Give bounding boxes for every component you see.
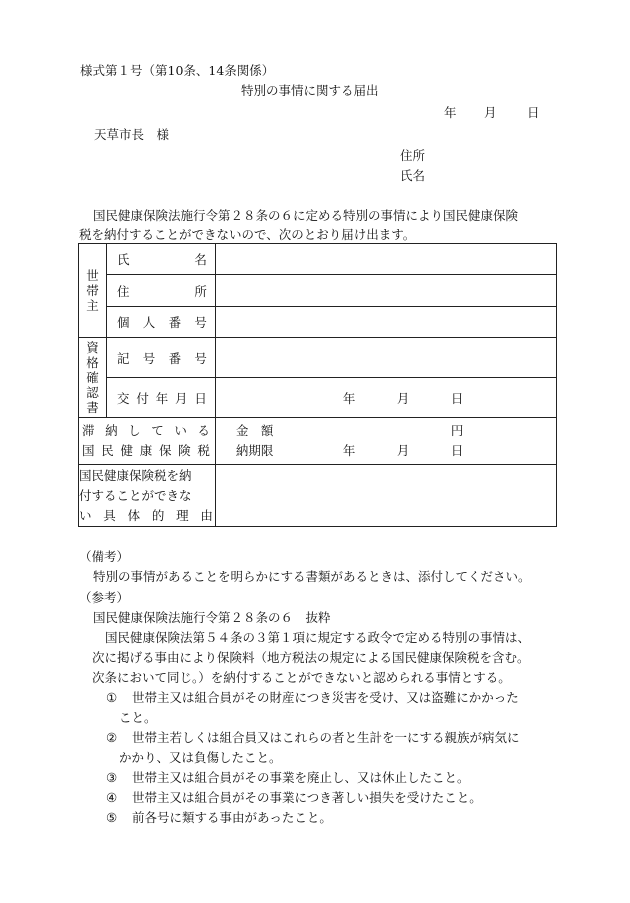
date-day-label: 日 [527, 105, 540, 120]
reference-heading: （参考） [79, 590, 130, 605]
form-title: 特別の事情に関する届出 [241, 83, 379, 98]
item-1-line-1: 世帯主又は組合員がその財産につき災害を受け、又は盗難にかかった [132, 690, 519, 705]
issue-month-label: 月 [396, 390, 410, 406]
excerpt-title: 国民健康保険法施行令第２８条の６ 抜粋 [93, 610, 331, 625]
report-form-table [78, 243, 557, 527]
arrears-amount-field[interactable] [215, 418, 556, 465]
householder-address-field[interactable] [215, 275, 556, 307]
name-label: 氏名 [400, 168, 426, 183]
item-1-line-2: こと。 [119, 710, 157, 725]
excerpt-line-3: 次条において同じ。）を納付することができないと認められる事情とする。 [92, 670, 511, 685]
qualification-group-label: 資 格 確 認 書 [79, 338, 107, 418]
intro-line-1: 国民健康保険法施行令第２８条の６に定める特別の事情により国民健康保険 [93, 208, 519, 223]
addressee: 天草市長 様 [94, 127, 170, 142]
issue-day-label: 日 [450, 390, 464, 406]
item-4-number: ④ [106, 790, 118, 805]
excerpt-line-1: 国民健康保険法第５４条の３第１項に規定する政令で定める特別の事情は、 [105, 630, 531, 645]
personal-number-label: 個 人 番 号 [106, 307, 215, 338]
date-year-label: 年 [444, 105, 457, 120]
symbol-number-label: 記 号 番 号 [106, 338, 215, 378]
table-row [79, 465, 557, 527]
householder-address-label: 住 所 [106, 275, 215, 307]
item-5-number: ⑤ [106, 810, 118, 825]
amount-label: 金 額 [235, 423, 274, 438]
due-date-label: 納期限 [235, 443, 274, 458]
table-row [79, 244, 557, 275]
table-row [79, 275, 557, 307]
reason-field[interactable] [215, 465, 556, 527]
item-1-number: ① [106, 690, 118, 705]
table-row [79, 307, 557, 338]
item-2-line-2: かかり、又は負傷したこと。 [119, 750, 282, 765]
issue-date-label: 交 付 年 月 日 [106, 378, 215, 418]
item-2-line-1: 世帯主若しくは組合員又はこれらの者と生計を一にする親族が病気に [132, 730, 520, 745]
personal-number-field[interactable] [215, 307, 556, 338]
householder-group-label: 世 帯 主 [79, 244, 107, 338]
item-4-text: 世帯主又は組合員がその事業につき著しい損失を受けたこと。 [132, 790, 482, 805]
reason-label: 国民健康保険税を納 付することができな い 具 体 的 理 由 [79, 465, 216, 527]
item-3-number: ③ [106, 770, 118, 785]
due-year-label: 年 [342, 443, 356, 458]
issue-date-field[interactable] [215, 378, 556, 418]
intro-line-2: 税を納付することができないので、次のとおり届け出ます。 [79, 227, 416, 242]
remarks-text: 特別の事情があることを明らかにする書類があるときは、添付してください。 [93, 569, 531, 584]
arrears-label: 滞 納 し て い る 国 民 健 康 保 険 税 [79, 418, 216, 465]
due-month-label: 月 [396, 443, 410, 458]
address-label: 住所 [400, 148, 426, 163]
householder-name-label: 氏 名 [106, 244, 215, 275]
table-row [79, 338, 557, 378]
table-row [79, 378, 557, 418]
excerpt-line-2: 次に掲げる事由により保険料（地方税法の規定による国民健康保険税を含む。 [92, 650, 530, 665]
householder-name-field[interactable] [215, 244, 556, 275]
form-number: 様式第１号（第10条、14条関係） [80, 63, 275, 78]
table-row [79, 418, 557, 465]
issue-year-label: 年 [342, 390, 356, 406]
remarks-heading: （備考） [79, 549, 130, 564]
due-day-label: 日 [450, 443, 464, 458]
item-3-text: 世帯主又は組合員がその事業を廃止し、又は休止したこと。 [132, 770, 470, 785]
symbol-number-field[interactable] [215, 338, 556, 378]
item-5-text: 前各号に類する事由があったこと。 [132, 810, 332, 825]
amount-unit-label: 円 [450, 423, 464, 438]
item-2-number: ② [106, 730, 118, 745]
date-month-label: 月 [484, 105, 497, 120]
